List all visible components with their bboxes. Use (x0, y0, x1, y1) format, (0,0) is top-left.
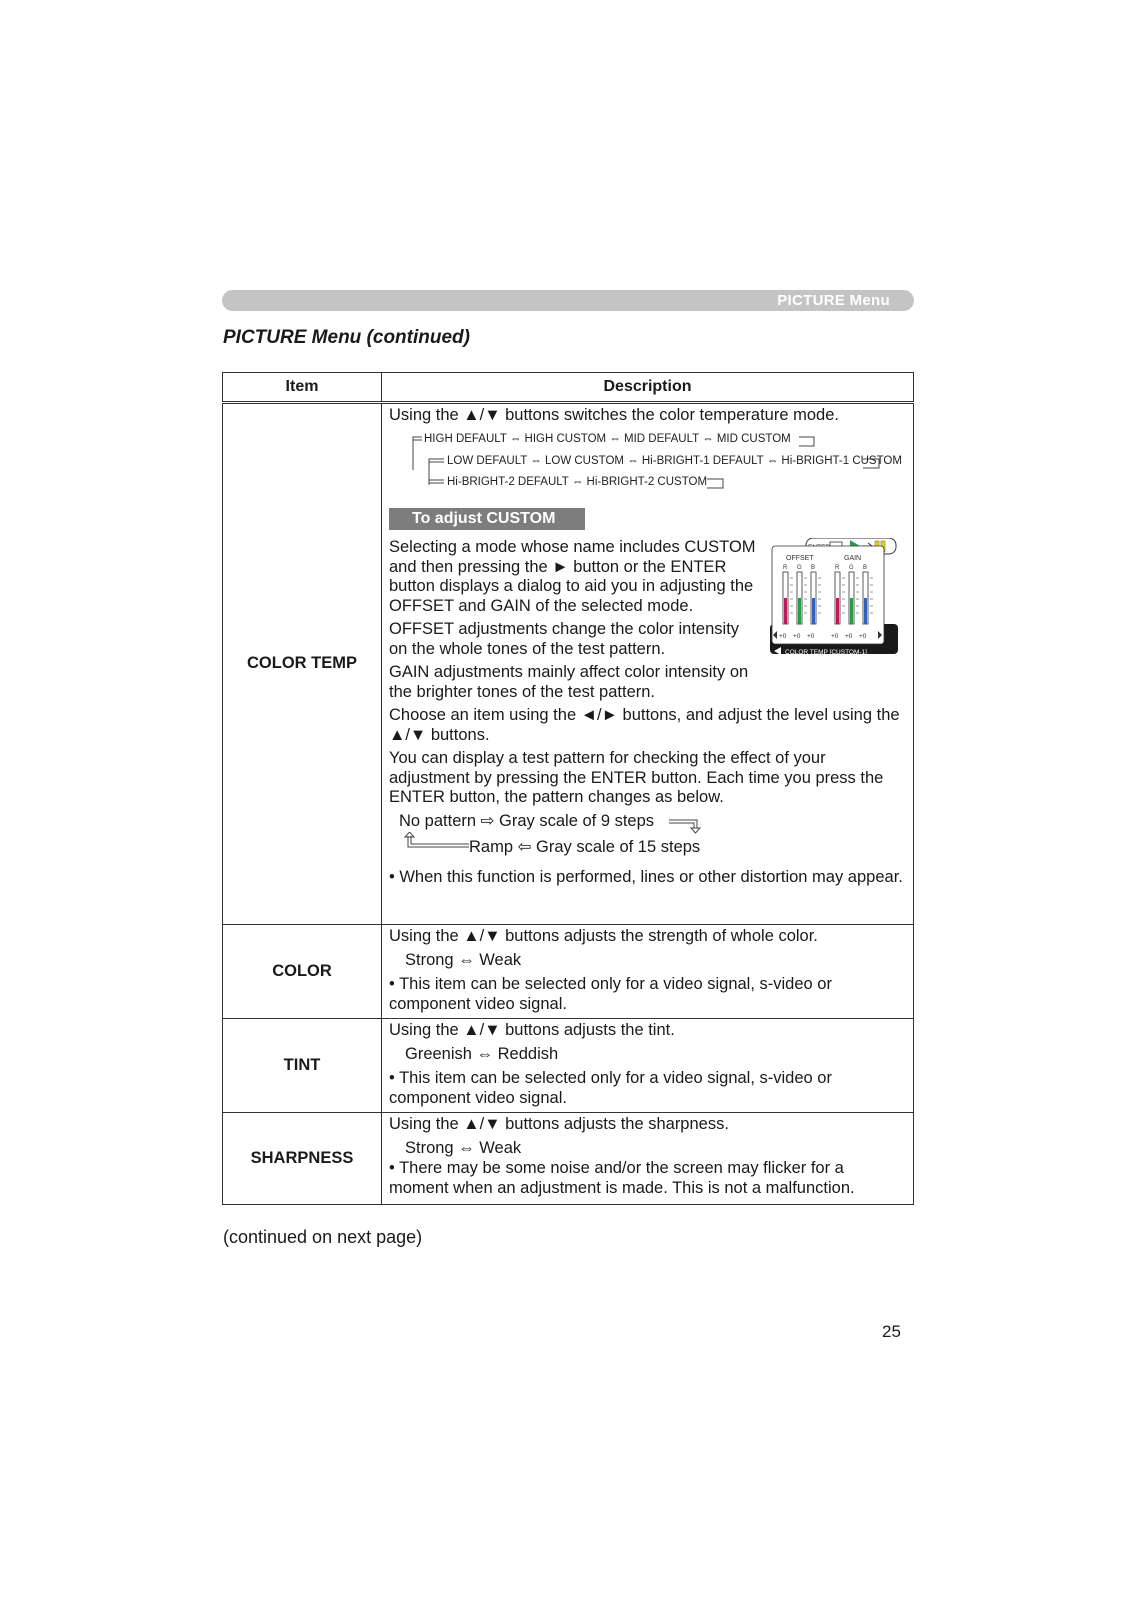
dialog-gain-label: GAIN (844, 555, 862, 562)
description-tint (382, 1019, 914, 1113)
dialog-channel-g1: G (797, 565, 802, 571)
table-row-color-temp (223, 403, 914, 925)
item-color-temp: COLOR TEMP (223, 403, 382, 925)
item-color: COLOR (223, 925, 382, 1019)
dialog-offset-label: OFFSET (786, 555, 814, 562)
sequence-line-3: Hi-BRIGHT-2 DEFAULT ⇔ Hi-BRIGHT-2 CUSTOM (447, 475, 708, 488)
color-intro: Using the ▲/▼ buttons adjusts the strength of whole color. (389, 927, 818, 945)
dialog-value-5: +0 (845, 633, 853, 640)
tint-range: Greenish ⇔ Reddish (405, 1044, 559, 1063)
color-temp-para-5: You can display a test pattern for checking the effect of your adjustment by pressing the ENTER button. Each time you press the ENTER button, the pattern changes as below. (389, 749, 884, 806)
color-range: Strong ⇔ Weak (405, 950, 522, 969)
dialog-channel-g2: G (849, 565, 854, 571)
color-temp-para-4: Choose an item using the ◄/► buttons, and adjust the level using the ▲/▼ buttons. (389, 706, 900, 744)
dialog-value-6: +0 (859, 633, 867, 640)
page-number: 25 (882, 1322, 901, 1341)
dialog-channel-b1: B (811, 565, 816, 571)
dialog-caption: COLOR TEMP [CUSTOM-1] (785, 649, 867, 656)
color-temp-para-2: OFFSET adjustments change the color intensity on the whole tones of the test pattern. (389, 620, 740, 658)
table-row-tint (223, 1019, 914, 1113)
dialog-value-3: +0 (807, 633, 815, 640)
description-color-temp (382, 403, 914, 925)
color-note: • This item can be selected only for a video signal, s-video or component video signal. (389, 975, 832, 1013)
pattern-line-1: No pattern ⇨ Gray scale of 9 steps (399, 811, 655, 830)
pattern-line-2: Ramp ⇦ Gray scale of 15 steps (469, 837, 701, 856)
description-sharpness (382, 1113, 914, 1205)
column-header-item: Item (223, 373, 382, 403)
tint-note: • This item can be selected only for a video signal, s-video or component video signal. (389, 1069, 832, 1107)
table-row-sharpness (223, 1113, 914, 1205)
offset-gain-dialog-icon (770, 538, 898, 666)
page-title: PICTURE Menu (continued) (223, 327, 470, 348)
column-header-description: Description (382, 373, 914, 403)
dialog-value-1: +0 (779, 633, 787, 640)
dialog-value-2: +0 (793, 633, 801, 640)
color-temp-para-1: Selecting a mode whose name includes CUSTOM and then pressing the ► button or the ENTER button displays a dialog to aid you in adjusting the OFFSET and GAIN of the selected mode. (389, 538, 756, 615)
sequence-line-2: LOW DEFAULT ⇔ LOW CUSTOM ⇔ Hi-BRIGHT-1 DEFAULT ⇔ Hi-BRIGHT-1 CUSTOM (447, 454, 902, 467)
test-pattern-cycle (389, 812, 906, 862)
color-temp-intro: Using the ▲/▼ buttons switches the color temperature mode. (389, 406, 839, 424)
table-row-color (223, 925, 914, 1019)
sequence-line-1: HIGH DEFAULT ⇔ HIGH CUSTOM ⇔ MID DEFAULT ⇔ MID CUSTOM (424, 432, 791, 445)
dialog-channel-r1: R (783, 565, 788, 571)
cycle-return-arrow-icon (403, 832, 473, 854)
dialog-channel-b2: B (863, 565, 868, 571)
sharpness-note: • There may be some noise and/or the screen may flicker for a moment when an adjustment is made. This is not a malfunction. (389, 1159, 855, 1197)
sharpness-intro: Using the ▲/▼ buttons adjusts the sharpness. (389, 1115, 729, 1133)
tint-intro: Using the ▲/▼ buttons adjusts the tint. (389, 1021, 675, 1039)
subheading-to-adjust-custom: To adjust CUSTOM (389, 508, 585, 531)
color-temp-note: • When this function is performed, lines or other distortion may appear. (389, 867, 903, 886)
sharpness-range: Strong ⇔ Weak (405, 1138, 522, 1157)
dialog-value-4: +0 (831, 633, 839, 640)
dialog-channel-r2: R (835, 565, 840, 571)
description-color (382, 925, 914, 1019)
color-temp-para-3: GAIN adjustments mainly affect color intensity on the brighter tones of the test pattern. (389, 663, 749, 701)
custom-adjust-dialog-illustration (770, 538, 898, 666)
cycle-down-arrow-icon (667, 814, 707, 834)
table-header-row (223, 373, 914, 403)
item-sharpness: SHARPNESS (223, 1113, 382, 1205)
section-header-label: PICTURE Menu (777, 292, 890, 309)
custom-adjust-section (389, 538, 906, 702)
section-header-bar (222, 290, 914, 311)
color-temp-sequence-diagram (389, 428, 906, 498)
item-tint: TINT (223, 1019, 382, 1113)
continued-note: (continued on next page) (223, 1227, 423, 1247)
picture-menu-table (222, 372, 914, 1205)
